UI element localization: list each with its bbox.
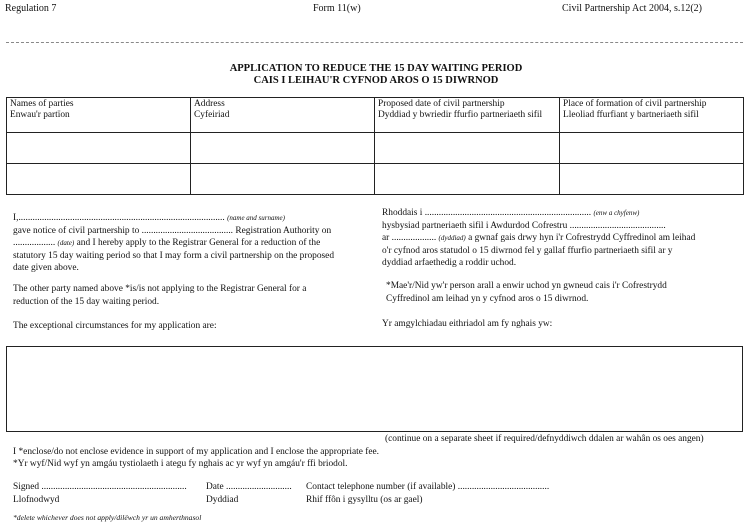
- party-name-cell[interactable]: [7, 133, 191, 164]
- circumstances-label: The exceptional circumstances for my application are:: [13, 321, 217, 331]
- other-party-statement-welsh: [386, 280, 667, 305]
- field-hint: (date): [57, 239, 75, 248]
- welsh-section: [382, 207, 695, 270]
- column-header-cy: Lleoliad ffurfiant y bartneriaeth sifil: [563, 110, 699, 120]
- table-header-row: [7, 98, 744, 133]
- parties-table: [6, 97, 744, 195]
- static-text: date given above.: [13, 263, 79, 274]
- continue-note: (continue on a separate sheet if required/defnyddiwch ddalen ar wahân os oes angen): [385, 434, 704, 444]
- field-hint: (enw a chyfenw): [593, 209, 640, 217]
- static-text: dyddiad arfaethedig a roddir uchod.: [382, 258, 517, 269]
- column-header-en: Names of parties: [10, 99, 74, 109]
- field-hint: (dyddiad): [438, 234, 466, 243]
- column-header-proposed-date: [375, 98, 560, 133]
- date-line-welsh: [382, 232, 695, 245]
- evidence-statement-welsh: *Yr wyf/Nid wyf yn amgáu tystiolaeth i ategu fy nghais ac yr wyf yn amgáu'r ffi briodol.: [13, 459, 348, 469]
- place-cell[interactable]: [560, 164, 744, 195]
- authority-line: [13, 225, 334, 238]
- party-address-cell[interactable]: [191, 133, 375, 164]
- date-line: [13, 237, 334, 250]
- page-title-welsh: CAIS I LEIHAU'R CYFNOD AROS O 15 DIWRNOD: [253, 75, 499, 86]
- evidence-statement: I *enclose/do not enclose evidence in support of my application and I enclose the appropriate fee.: [13, 447, 380, 457]
- authority-field[interactable]: gave notice of civil partnership to .......................................: [13, 225, 234, 236]
- column-header-en: Proposed date of civil partnership: [378, 99, 505, 109]
- table-row: [7, 164, 744, 195]
- english-section: [13, 212, 334, 275]
- header-divider: [6, 42, 743, 43]
- name-field-welsh[interactable]: Rhoddais i .......................................................................: [382, 208, 592, 218]
- party-name-cell[interactable]: [7, 164, 191, 195]
- phone-field[interactable]: Contact telephone number (if available) .......................................: [306, 482, 550, 492]
- column-header-cy: Enwau'r partïon: [10, 110, 70, 120]
- column-header-names: [7, 98, 191, 133]
- date-label-welsh: Dyddiad: [206, 495, 239, 505]
- date-field[interactable]: ..................: [13, 238, 56, 249]
- place-cell[interactable]: [560, 133, 744, 164]
- footnote: *delete whichever does not apply/dilëwch yr un amherthnasol: [13, 513, 202, 522]
- authority-field-welsh[interactable]: hysbysiad partneriaeth sifil i Awdurdod Cofrestru .........................................: [382, 220, 666, 231]
- column-header-cy: Dyddiad y bwriedir ffurfio partneriaeth sifil: [378, 110, 543, 120]
- date-field-welsh[interactable]: ar ...................: [382, 233, 437, 244]
- column-header-cy: Cyfeiriad: [194, 110, 230, 120]
- column-header-place: [560, 98, 744, 133]
- static-text: statutory 15 day waiting period so that I may form a civil partnership on the proposed: [13, 250, 335, 261]
- column-header-en: Place of formation of civil partnership: [563, 99, 707, 109]
- signature-label-welsh: Llofnodwyd: [13, 495, 60, 505]
- regulation-label: Regulation 7: [5, 3, 57, 14]
- name-line-welsh: [382, 207, 695, 220]
- act-reference: Civil Partnership Act 2004, s.12(2): [562, 3, 702, 14]
- column-header-address: [191, 98, 375, 133]
- form-number: Form 11(w): [313, 3, 361, 14]
- static-text: Cyffredinol am leihad yn y cyfnod aros o 15 diwrnod.: [386, 293, 589, 304]
- page-title: APPLICATION TO REDUCE THE 15 DAY WAITING PERIOD: [229, 63, 523, 74]
- static-text: and I hereby apply to the Registrar General for a reduction of the: [74, 238, 321, 249]
- signature-field[interactable]: Signed ..............................................................: [13, 482, 187, 492]
- static-text: The other party named above *is/is not applying to the Registrar General for a: [13, 284, 307, 294]
- static-text: *Mae'r/Nid yw'r person arall a enwir uchod yn gwneud cais i'r Cofrestrydd: [386, 281, 667, 291]
- party-address-cell[interactable]: [191, 164, 375, 195]
- other-party-statement: [13, 283, 306, 308]
- date-signed-field[interactable]: Date ............................: [206, 482, 292, 492]
- name-line: [13, 212, 334, 225]
- static-text: reduction of the 15 day waiting period.: [13, 296, 160, 307]
- static-text: o'r cyfnod aros statudol o 15 diwrnod fel y gallaf ffurfio partneriaeth sifil ar y: [382, 245, 673, 256]
- proposed-date-cell[interactable]: [375, 133, 560, 164]
- table-row: [7, 133, 744, 164]
- static-text: Registration Authority on: [233, 225, 332, 236]
- name-field[interactable]: I,........................................................................................: [13, 213, 225, 223]
- field-hint: (name and surname): [227, 214, 285, 222]
- static-text: a gwnaf gais drwy hyn i'r Cofrestrydd Cyffredinol am leihad: [465, 233, 696, 244]
- proposed-date-cell[interactable]: [375, 164, 560, 195]
- column-header-en: Address: [194, 99, 225, 109]
- phone-label-welsh: Rhif ffôn i gysylltu (os ar gael): [306, 495, 423, 505]
- circumstances-label-welsh: Yr amgylchiadau eithriadol am fy nghais yw:: [382, 319, 553, 329]
- circumstances-textarea[interactable]: [6, 346, 743, 432]
